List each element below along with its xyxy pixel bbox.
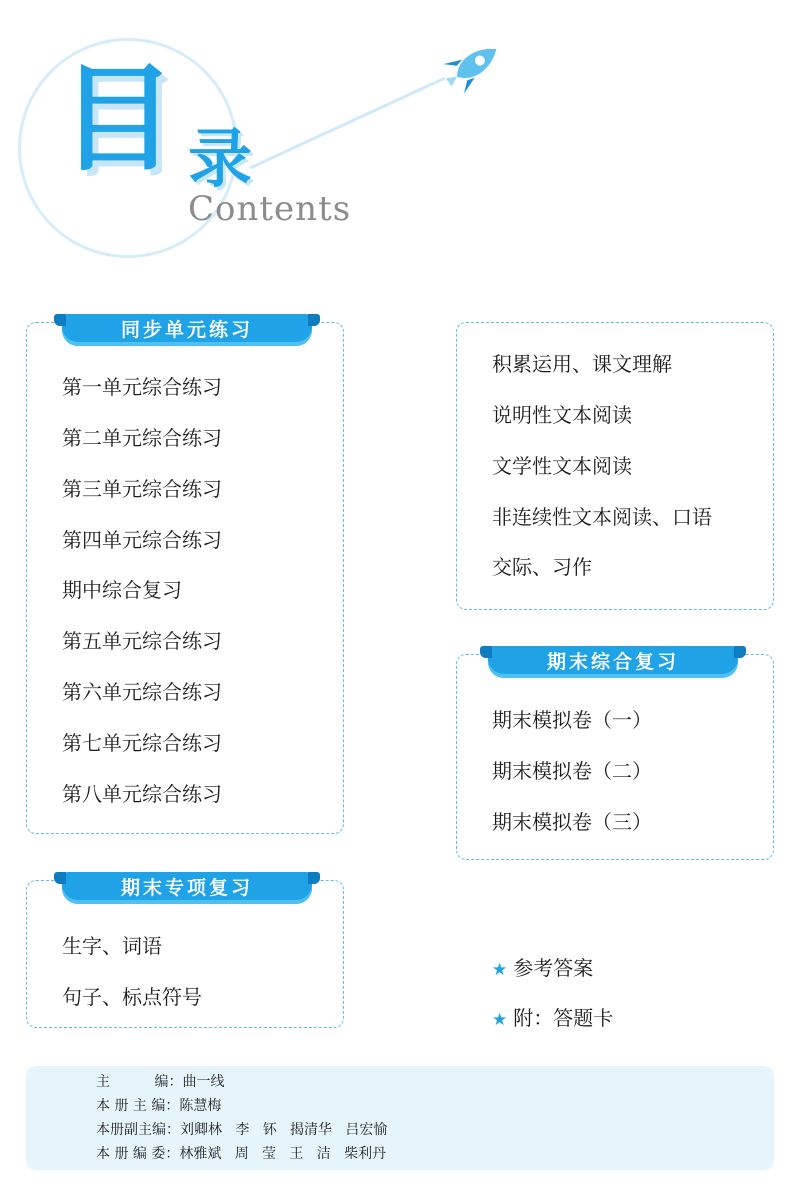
toc-item[interactable]: 积累运用、课文理解 xyxy=(492,352,672,376)
extra-item-label: 附：答题卡 xyxy=(513,1006,614,1030)
toc-item[interactable]: 第八单元综合练习 xyxy=(62,782,222,806)
toc-item[interactable]: 说明性文本阅读 xyxy=(492,403,632,427)
final-section-tab: 期末综合复习 xyxy=(488,646,738,678)
toc-item[interactable]: 第六单元综合练习 xyxy=(62,680,222,704)
toc-item[interactable]: 句子、标点符号 xyxy=(62,985,202,1009)
toc-item[interactable]: 期末模拟卷（一） xyxy=(492,708,652,732)
toc-item[interactable]: 第三单元综合练习 xyxy=(62,477,222,501)
credit-line: 本册副主编：刘卿林 李 钚 揭清华 吕宏愉 xyxy=(96,1122,388,1138)
toc-item[interactable]: 第二单元综合练习 xyxy=(62,426,222,450)
toc-item[interactable]: 第四单元综合练习 xyxy=(62,528,222,552)
title-second-char: 录 xyxy=(188,123,252,197)
star-icon: ★ xyxy=(492,1010,508,1030)
toc-item[interactable]: 文学性文本阅读 xyxy=(492,454,632,478)
special-section-tab: 期末专项复习 xyxy=(62,872,312,904)
toc-item[interactable]: 交际、习作 xyxy=(492,555,592,579)
star-icon: ★ xyxy=(492,960,508,980)
toc-item[interactable]: 第五单元综合练习 xyxy=(62,629,222,653)
toc-item[interactable]: 期中综合复习 xyxy=(62,578,182,602)
toc-item[interactable]: 生字、词语 xyxy=(62,934,162,958)
credit-line: 主 编：曲一线 xyxy=(96,1074,225,1090)
rocket-icon xyxy=(438,34,506,97)
credit-line: 本 册 主 编：陈慧梅 xyxy=(96,1098,222,1114)
credit-line: 本 册 编 委：林雅斌 周 莹 王 洁 柴利丹 xyxy=(96,1146,387,1162)
toc-item[interactable]: 期末模拟卷（三） xyxy=(492,810,652,834)
title-main-char: 目 xyxy=(60,52,176,187)
title-subtitle: Contents xyxy=(188,189,352,229)
sync-section-tab: 同步单元练习 xyxy=(62,314,312,346)
extra-item-answer-card[interactable] xyxy=(492,1006,613,1032)
rocket-trail xyxy=(250,78,445,168)
toc-item[interactable]: 第一单元综合练习 xyxy=(62,375,222,399)
toc-item[interactable]: 期末模拟卷（二） xyxy=(492,759,652,783)
extra-item-label: 参考答案 xyxy=(513,956,594,980)
toc-item[interactable]: 第七单元综合练习 xyxy=(62,731,222,755)
extra-item-answers[interactable] xyxy=(492,956,593,982)
credits-panel xyxy=(26,1066,774,1170)
toc-item[interactable]: 非连续性文本阅读、口语 xyxy=(492,505,712,529)
